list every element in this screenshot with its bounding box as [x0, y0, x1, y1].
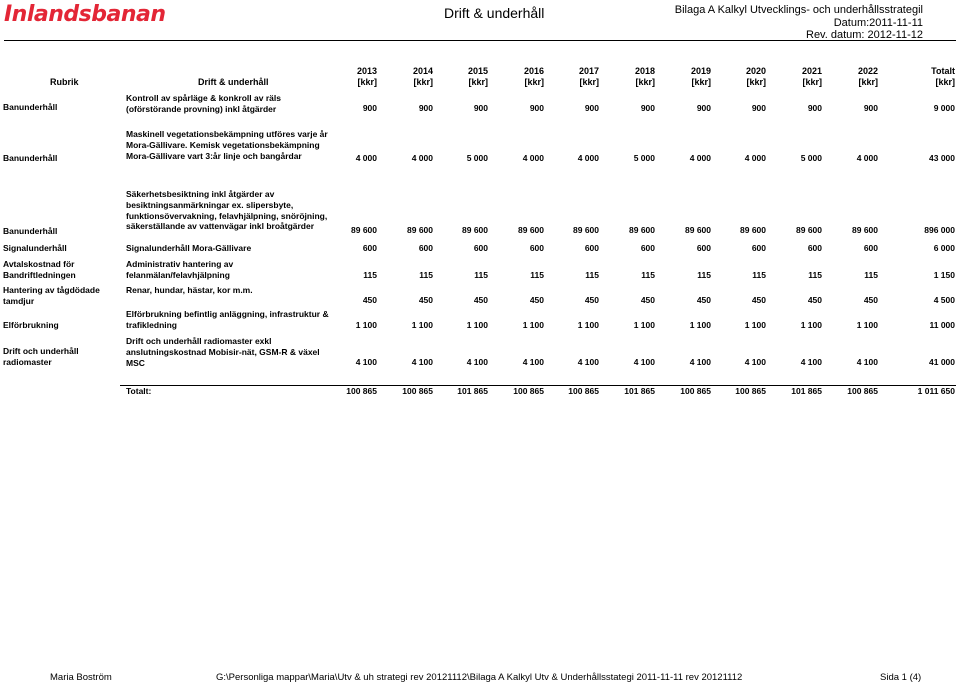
header-unit: [kkr]: [746, 77, 766, 87]
cell-total: 4 500: [933, 295, 955, 305]
cell-2021: 4 100: [800, 357, 822, 367]
row-rubrik: [3, 346, 121, 368]
header-year: 2020: [745, 66, 766, 76]
cell-2018: 115: [641, 270, 655, 280]
total-2021: 101 865: [791, 386, 822, 396]
rubrik-line: radiomaster: [3, 356, 52, 367]
column-header-2013: [357, 66, 377, 88]
cell-2020: 4 000: [744, 153, 766, 163]
description-line: besiktningsanmärkningar ex. slipersbyte,: [126, 199, 294, 210]
cell-2017: 115: [585, 270, 599, 280]
rubrik-line: Avtalskostnad för: [3, 259, 75, 269]
cell-2013: 89 600: [351, 225, 377, 235]
cell-2016: 4 000: [522, 153, 544, 163]
cell-2018: 600: [640, 243, 655, 253]
header-unit: [kkr]: [691, 77, 711, 87]
cell-2015: 600: [473, 243, 488, 253]
header-year: 2015: [467, 66, 488, 76]
cell-2013: 600: [362, 243, 377, 253]
header-unit: [kkr]: [413, 77, 433, 87]
row-description: [126, 129, 361, 161]
totals-divider: [120, 385, 956, 386]
row-rubrik: [3, 102, 121, 113]
row-description: [126, 285, 361, 296]
rubrik-line: Banunderhåll: [3, 102, 58, 112]
column-header-total: [931, 66, 955, 88]
cell-2016: 115: [530, 270, 544, 280]
row-rubrik: [3, 243, 121, 254]
cell-2015: 5 000: [466, 153, 488, 163]
cell-total: 1 150: [933, 270, 955, 280]
description-line: Signalunderhåll Mora-Gällivare: [126, 243, 252, 253]
cell-2020: 89 600: [740, 225, 766, 235]
cell-2022: 115: [864, 270, 878, 280]
cell-2021: 600: [807, 243, 822, 253]
totals-label: Totalt:: [126, 386, 152, 396]
column-header-2020: [746, 66, 766, 88]
description-line: Maskinell vegetationsbekämpning utföres varje år: [126, 129, 328, 139]
cell-2020: 1 100: [744, 320, 766, 330]
meta-line-1: Bilaga A Kalkyl Utvecklings- och underhållsstrategil: [674, 4, 923, 16]
total-2013: 100 865: [346, 386, 377, 396]
cell-2019: 900: [696, 103, 711, 113]
row-rubrik: [3, 259, 121, 281]
cell-2019: 600: [696, 243, 711, 253]
column-header-rubrik: Rubrik: [50, 77, 79, 87]
cell-2013: 4 100: [355, 357, 377, 367]
cell-2019: 4 100: [689, 357, 711, 367]
rubrik-line: Hantering av tågdödade: [3, 285, 100, 295]
cell-2016: 4 100: [522, 357, 544, 367]
description-line: Drift och underhåll radiomaster exkl: [126, 336, 272, 346]
cell-2016: 1 100: [522, 320, 544, 330]
cell-2018: 89 600: [629, 225, 655, 235]
cell-2016: 900: [529, 103, 544, 113]
header-year: 2022: [857, 66, 878, 76]
row-description: [126, 336, 361, 368]
header-year: 2013: [356, 66, 377, 76]
header-unit: [kkr]: [858, 77, 878, 87]
grand-total: 1 011 650: [917, 386, 955, 396]
header-unit: [kkr]: [579, 77, 599, 87]
cell-2022: 450: [863, 295, 878, 305]
cell-2021: 115: [808, 270, 822, 280]
cell-2016: 600: [529, 243, 544, 253]
header-total-unit: [kkr]: [935, 77, 955, 87]
cell-2016: 450: [529, 295, 544, 305]
rubrik-line: tamdjur: [3, 295, 35, 306]
header-year: 2021: [801, 66, 822, 76]
row-description: [126, 259, 361, 281]
total-2020: 100 865: [735, 386, 766, 396]
row-description: [126, 243, 361, 254]
column-header-2014: [413, 66, 433, 88]
cell-2014: 900: [418, 103, 433, 113]
description-line: Säkerhetsbesiktning inkl åtgärder av: [126, 189, 275, 199]
cell-2020: 900: [751, 103, 766, 113]
cell-2019: 115: [697, 270, 711, 280]
row-rubrik: [3, 285, 121, 307]
cell-2013: 1 100: [355, 320, 377, 330]
cell-2018: 450: [640, 295, 655, 305]
cell-2021: 900: [807, 103, 822, 113]
cell-total: 9 000: [933, 103, 955, 113]
description-line: Renar, hundar, hästar, kor m.m.: [126, 285, 253, 295]
description-line: Mora-Gällivare. Kemisk vegetationsbekämpning: [126, 139, 320, 150]
total-2019: 100 865: [680, 386, 711, 396]
description-line: Kontroll av spårläge & konkroll av räls: [126, 93, 281, 103]
cell-2013: 115: [363, 270, 377, 280]
cell-2017: 900: [584, 103, 599, 113]
column-header-2017: [579, 66, 599, 88]
cell-2014: 89 600: [407, 225, 433, 235]
header-year: 2017: [578, 66, 599, 76]
description-line: Administrativ hantering av: [126, 259, 234, 269]
cell-2020: 4 100: [744, 357, 766, 367]
column-header-2015: [468, 66, 488, 88]
row-rubrik: [3, 226, 121, 237]
cell-2022: 600: [863, 243, 878, 253]
rubrik-line: Banunderhåll: [3, 153, 58, 163]
rubrik-line: Bandriftledningen: [3, 269, 76, 280]
cell-2017: 89 600: [573, 225, 599, 235]
meta-line-3: Rev. datum: 2012-11-12: [806, 29, 923, 41]
cell-2022: 4 000: [856, 153, 878, 163]
total-2017: 100 865: [568, 386, 599, 396]
description-line: Elförbrukning befintlig anläggning, infrastruktur &: [126, 309, 329, 319]
header-unit: [kkr]: [468, 77, 488, 87]
header-year: 2019: [690, 66, 711, 76]
cell-2013: 4 000: [355, 153, 377, 163]
cell-2018: 900: [640, 103, 655, 113]
row-description: [126, 309, 361, 331]
footer-file-path: G:\Personliga mappar\Maria\Utv & uh strategi rev 20121112\Bilaga A Kalkyl Utv & Underhållsstategi 2011-11-11 rev 20121112: [216, 672, 743, 683]
cell-2021: 5 000: [800, 153, 822, 163]
cell-2016: 89 600: [518, 225, 544, 235]
logo: Inlandsbanan: [4, 2, 166, 27]
cell-2022: 1 100: [856, 320, 878, 330]
cell-2017: 4 100: [577, 357, 599, 367]
description-line: felanmälan/felavhjälpning: [126, 269, 230, 280]
cell-2019: 89 600: [685, 225, 711, 235]
rubrik-line: Banunderhåll: [3, 226, 58, 236]
column-header-2016: [524, 66, 544, 88]
cell-2022: 89 600: [852, 225, 878, 235]
header-total-label: Totalt: [931, 66, 955, 76]
footer-page-number: Sida 1 (4): [880, 672, 922, 683]
document-meta: [675, 4, 923, 42]
cell-2013: 900: [362, 103, 377, 113]
description-line: Mora-Gällivare vart 3:år linje och bangårdar: [126, 150, 302, 161]
meta-line-2: Datum:2011-11-11: [833, 16, 923, 29]
row-description: [126, 93, 361, 115]
description-line: funktionsövervakning, felavhjälpning, snöröjning,: [126, 210, 328, 221]
cell-total: 6 000: [933, 243, 955, 253]
total-2014: 100 865: [402, 386, 433, 396]
rubrik-line: Elförbrukning: [3, 320, 59, 330]
cell-2014: 600: [418, 243, 433, 253]
cell-2014: 1 100: [411, 320, 433, 330]
header-unit: [kkr]: [357, 77, 377, 87]
cell-2019: 450: [696, 295, 711, 305]
column-header-2021: [802, 66, 822, 88]
header-year: 2014: [412, 66, 433, 76]
cell-2021: 89 600: [796, 225, 822, 235]
description-line: MSC: [126, 357, 145, 368]
cell-2015: 1 100: [466, 320, 488, 330]
column-header-2022: [858, 66, 878, 88]
cell-2021: 450: [807, 295, 822, 305]
cell-2015: 89 600: [462, 225, 488, 235]
cell-2014: 450: [418, 295, 433, 305]
cell-2017: 1 100: [577, 320, 599, 330]
cell-total: 41 000: [929, 357, 955, 367]
rubrik-line: Signalunderhåll: [3, 243, 67, 253]
cell-2017: 4 000: [577, 153, 599, 163]
cell-2020: 600: [751, 243, 766, 253]
cell-2022: 900: [863, 103, 878, 113]
row-description: [126, 189, 361, 232]
header-unit: [kkr]: [524, 77, 544, 87]
cell-total: 896 000: [924, 225, 955, 235]
cell-2014: 115: [419, 270, 433, 280]
cell-2013: 450: [362, 295, 377, 305]
row-rubrik: [3, 320, 121, 331]
description-line: säkerställande av vattenvägar inkl broåtgärder: [126, 221, 315, 232]
header-unit: [kkr]: [635, 77, 655, 87]
cell-2017: 450: [584, 295, 599, 305]
description-line: (oförstörande provning) inkl åtgärder: [126, 103, 277, 114]
header-year: 2018: [634, 66, 655, 76]
description-line: anslutningskostnad Mobisir-nät, GSM-R & växel: [126, 346, 320, 357]
column-header-2019: [691, 66, 711, 88]
row-rubrik: [3, 153, 121, 164]
cell-2021: 1 100: [800, 320, 822, 330]
cell-2015: 900: [473, 103, 488, 113]
cell-2014: 4 000: [411, 153, 433, 163]
footer-author: Maria Boström: [50, 672, 112, 683]
header-year: 2016: [523, 66, 544, 76]
cell-2015: 450: [473, 295, 488, 305]
cell-2020: 450: [751, 295, 766, 305]
cell-2019: 1 100: [689, 320, 711, 330]
cell-2015: 115: [474, 270, 488, 280]
total-2018: 101 865: [624, 386, 655, 396]
description-line: trafikledning: [126, 319, 178, 330]
cell-2018: 5 000: [633, 153, 655, 163]
cell-2018: 4 100: [633, 357, 655, 367]
total-2022: 100 865: [847, 386, 878, 396]
column-header-description: Drift & underhåll: [198, 77, 269, 87]
cell-2019: 4 000: [689, 153, 711, 163]
total-2016: 100 865: [513, 386, 544, 396]
total-2015: 101 865: [457, 386, 488, 396]
document-title: Drift & underhåll: [444, 5, 545, 21]
cell-total: 43 000: [929, 153, 955, 163]
cell-total: 11 000: [929, 320, 955, 330]
top-divider: [4, 40, 956, 41]
cell-2017: 600: [584, 243, 599, 253]
header-unit: [kkr]: [802, 77, 822, 87]
rubrik-line: Drift och underhåll: [3, 346, 79, 356]
cell-2020: 115: [752, 270, 766, 280]
cell-2022: 4 100: [856, 357, 878, 367]
cell-2014: 4 100: [411, 357, 433, 367]
cell-2015: 4 100: [466, 357, 488, 367]
cell-2018: 1 100: [633, 320, 655, 330]
column-header-2018: [635, 66, 655, 88]
